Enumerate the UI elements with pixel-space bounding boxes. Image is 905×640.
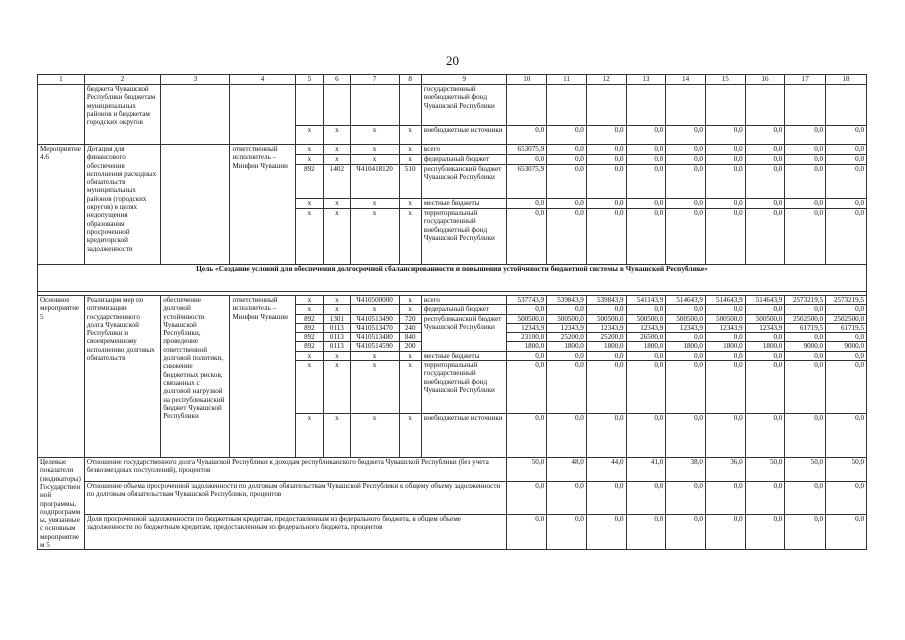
value-cell: 0,0 — [547, 514, 587, 550]
value-cell: 0,0 — [785, 199, 826, 209]
empty-cell — [666, 85, 706, 126]
code-target-cell: Ч410513480 — [350, 333, 399, 342]
header-cell: 17 — [785, 75, 826, 85]
code-type-cell: 720 — [399, 314, 421, 323]
header-cell: 2 — [84, 75, 160, 85]
value-cell: 500500,0 — [745, 314, 785, 323]
header-cell: 6 — [324, 75, 350, 85]
value-cell: 541143,9 — [626, 296, 666, 305]
header-cell: 12 — [586, 75, 626, 85]
main-measure-5-row — [38, 296, 867, 305]
value-cell: 0,0 — [586, 126, 626, 145]
value-cell: 0,0 — [507, 481, 547, 514]
code-target-cell: x — [350, 361, 399, 414]
value-cell: 50,0 — [507, 458, 547, 482]
code-section-cell: 0113 — [324, 333, 350, 342]
header-cell: 18 — [826, 75, 867, 85]
header-cell: 9 — [421, 75, 507, 85]
code-target-cell: Ч410418120 — [350, 165, 399, 199]
value-cell: 0,0 — [785, 481, 826, 514]
value-cell: 0,0 — [705, 361, 745, 414]
source-cell: внебюджетные источники — [421, 126, 507, 145]
value-cell: 0,0 — [547, 305, 587, 314]
value-cell: 0,0 — [785, 165, 826, 199]
value-cell: 500500,0 — [626, 314, 666, 323]
value-cell: 0,0 — [826, 155, 867, 165]
value-cell: 0,0 — [666, 361, 706, 414]
code-type-cell: x — [399, 209, 421, 265]
code-type-cell: x — [399, 155, 421, 165]
value-cell: 0,0 — [666, 155, 706, 165]
source-cell: федеральный бюджет — [421, 305, 507, 314]
value-cell: 0,0 — [547, 481, 587, 514]
value-cell: 0,0 — [507, 351, 547, 360]
page-number: 20 — [446, 53, 459, 68]
header-row — [38, 75, 867, 85]
source-cell: всего — [421, 296, 507, 305]
value-cell: 0,0 — [705, 165, 745, 199]
header-cell: 10 — [507, 75, 547, 85]
value-cell: 0,0 — [785, 145, 826, 155]
value-cell: 0,0 — [826, 351, 867, 360]
target-indicator-row — [38, 458, 867, 482]
value-cell: 0,0 — [826, 145, 867, 155]
value-cell: 0,0 — [586, 145, 626, 155]
header-cell: 1 — [38, 75, 85, 85]
value-cell: 0,0 — [547, 414, 587, 458]
value-cell: 0,0 — [745, 414, 785, 458]
value-cell: 0,0 — [826, 514, 867, 550]
empty-cell — [586, 85, 626, 126]
value-cell: 0,0 — [705, 209, 745, 265]
empty-cell — [161, 145, 230, 265]
header-cell: 3 — [161, 75, 230, 85]
value-cell: 0,0 — [626, 209, 666, 265]
code-gov-cell: 892 — [295, 314, 324, 323]
value-cell: 0,0 — [626, 481, 666, 514]
code-target-cell: x — [350, 209, 399, 265]
code-type-cell: 200 — [399, 342, 421, 351]
header-cell: 11 — [547, 75, 587, 85]
value-cell: 50,0 — [826, 458, 867, 482]
empty-cell — [38, 85, 85, 145]
value-cell: 0,0 — [547, 351, 587, 360]
code-type-cell: x — [399, 361, 421, 414]
value-cell: 0,0 — [547, 199, 587, 209]
program-table — [37, 74, 867, 550]
value-cell: 0,0 — [785, 305, 826, 314]
value-cell: 0,0 — [586, 155, 626, 165]
value-cell: 2573219,5 — [826, 296, 867, 305]
value-cell: 0,0 — [745, 514, 785, 550]
value-cell: 50,0 — [785, 458, 826, 482]
empty-cell — [785, 85, 826, 126]
value-cell: 0,0 — [745, 305, 785, 314]
value-cell: 0,0 — [547, 361, 587, 414]
value-cell: 23100,0 — [507, 333, 547, 342]
header-cell: 13 — [626, 75, 666, 85]
value-cell: 44,0 — [586, 458, 626, 482]
value-cell: 12343,9 — [507, 323, 547, 332]
header-cell: 8 — [399, 75, 421, 85]
code-target-cell: Ч410514590 — [350, 342, 399, 351]
value-cell: 9000,0 — [785, 342, 826, 351]
value-cell: 0,0 — [705, 481, 745, 514]
value-cell: 1800,0 — [705, 342, 745, 351]
value-cell: 12343,9 — [586, 323, 626, 332]
value-cell: 1800,0 — [745, 342, 785, 351]
value-cell: 0,0 — [785, 126, 826, 145]
value-cell: 0,0 — [785, 155, 826, 165]
indicator-text-cell: Отношение объема просроченной задолженности по долговым обязательствам Чувашской Республики к общему объему задолженности по долговым обязательствам Чувашской Республики, процентов — [84, 481, 507, 514]
value-cell: 0,0 — [507, 361, 547, 414]
code-type-cell: 510 — [399, 165, 421, 199]
value-cell: 0,0 — [745, 481, 785, 514]
main-measure-label-cell: Основное мероприятие 5 — [38, 296, 85, 458]
value-cell: 0,0 — [785, 514, 826, 550]
code-section-cell: x — [324, 414, 350, 458]
code-gov-cell: x — [295, 199, 324, 209]
goal-row — [38, 265, 867, 292]
indicator-text-cell: Доля просроченной задолженности по бюджетным кредитам, предоставленным из федерального бюджета, в общем объеме задолженности по бюджетным кредитам, предоставленным из федерального бюджета, процентов — [84, 514, 507, 550]
value-cell: 539843,9 — [586, 296, 626, 305]
value-cell: 500500,0 — [705, 314, 745, 323]
code-type-cell: x — [399, 145, 421, 155]
value-cell: 0,0 — [586, 514, 626, 550]
continued-name-cell: бюджета Чувашской Республики бюджетам муниципальных районов и бюджетам городских округов — [84, 85, 160, 145]
value-cell: 0,0 — [826, 333, 867, 342]
value-cell: 1800,0 — [586, 342, 626, 351]
value-cell: 0,0 — [586, 481, 626, 514]
value-cell: 1800,0 — [626, 342, 666, 351]
value-cell: 0,0 — [745, 209, 785, 265]
value-cell: 12343,9 — [666, 323, 706, 332]
value-cell: 653075,9 — [507, 145, 547, 155]
value-cell: 0,0 — [666, 145, 706, 155]
value-cell: 0,0 — [826, 199, 867, 209]
value-cell: 0,0 — [666, 305, 706, 314]
code-section-cell: x — [324, 305, 350, 314]
value-cell: 0,0 — [626, 414, 666, 458]
code-type-cell: x — [399, 351, 421, 360]
value-cell: 0,0 — [826, 481, 867, 514]
value-cell: 48,0 — [547, 458, 587, 482]
value-cell: 0,0 — [745, 333, 785, 342]
code-section-cell: 0113 — [324, 323, 350, 332]
expected-result-cell: обеспечение долговой устойчивости Чувашской Республики, проведение ответственной долговой политики, снижение бюджетных рисков, связанных с долговой нагрузкой на республиканский бюджет Чувашской Республики — [161, 296, 230, 458]
code-gov-cell: x — [295, 351, 324, 360]
value-cell: 0,0 — [626, 305, 666, 314]
value-cell: 0,0 — [507, 155, 547, 165]
empty-cell — [324, 85, 350, 126]
value-cell: 0,0 — [826, 165, 867, 199]
value-cell: 25200,0 — [586, 333, 626, 342]
source-cell: внебюджетные источники — [421, 414, 507, 458]
value-cell: 0,0 — [586, 199, 626, 209]
code-gov-cell: 892 — [295, 323, 324, 332]
value-cell: 1800,0 — [547, 342, 587, 351]
empty-cell — [507, 85, 547, 126]
code-target-cell: x — [350, 351, 399, 360]
value-cell: 9000,0 — [826, 342, 867, 351]
value-cell: 0,0 — [507, 514, 547, 550]
header-cell: 14 — [666, 75, 706, 85]
value-cell: 0,0 — [785, 361, 826, 414]
code-target-cell: Ч410513470 — [350, 323, 399, 332]
code-gov-cell: x — [295, 305, 324, 314]
value-cell: 0,0 — [705, 126, 745, 145]
value-cell: 0,0 — [626, 145, 666, 155]
value-cell: 0,0 — [547, 126, 587, 145]
code-cell: x — [399, 126, 421, 145]
indicator-text-cell: Отношение государственного долга Чувашской Республики к доходам республиканского бюджета Чувашской Республики (без учета безвозмездных поступлений), процентов — [84, 458, 507, 482]
value-cell: 26500,0 — [626, 333, 666, 342]
value-cell: 0,0 — [745, 126, 785, 145]
value-cell: 0,0 — [745, 165, 785, 199]
value-cell: 0,0 — [626, 361, 666, 414]
value-cell: 0,0 — [507, 209, 547, 265]
value-cell: 0,0 — [547, 145, 587, 155]
value-cell: 0,0 — [586, 305, 626, 314]
empty-cell — [745, 85, 785, 126]
value-cell: 0,0 — [586, 209, 626, 265]
value-cell: 0,0 — [745, 145, 785, 155]
value-cell: 0,0 — [785, 333, 826, 342]
empty-cell — [547, 85, 587, 126]
code-gov-cell: 892 — [295, 333, 324, 342]
value-cell: 0,0 — [745, 199, 785, 209]
value-cell: 0,0 — [826, 126, 867, 145]
source-cell: федеральный бюджет — [421, 155, 507, 165]
code-section-cell: 1402 — [324, 165, 350, 199]
code-target-cell: Ч410513490 — [350, 314, 399, 323]
executor-cell: ответственный исполнитель – Минфин Чувашии — [230, 296, 295, 458]
code-cell: x — [324, 126, 350, 145]
value-cell: 61719,5 — [785, 323, 826, 332]
code-cell: x — [295, 126, 324, 145]
value-cell: 0,0 — [745, 361, 785, 414]
value-cell: 500500,0 — [507, 314, 547, 323]
empty-cell — [295, 85, 324, 126]
value-cell: 0,0 — [785, 351, 826, 360]
value-cell: 514643,9 — [705, 296, 745, 305]
value-cell: 0,0 — [705, 351, 745, 360]
value-cell: 0,0 — [626, 155, 666, 165]
value-cell: 2502500,0 — [785, 314, 826, 323]
code-section-cell: x — [324, 296, 350, 305]
empty-cell — [826, 85, 867, 126]
continuation-row — [38, 85, 867, 126]
code-type-cell: x — [399, 305, 421, 314]
code-gov-cell: x — [295, 209, 324, 265]
table-body — [38, 75, 867, 550]
value-cell: 2502500,0 — [826, 314, 867, 323]
value-cell: 653075,9 — [507, 165, 547, 199]
value-cell: 500500,0 — [666, 314, 706, 323]
value-cell: 12343,9 — [705, 323, 745, 332]
value-cell: 0,0 — [666, 333, 706, 342]
code-gov-cell: 892 — [295, 165, 324, 199]
value-cell: 0,0 — [705, 155, 745, 165]
code-section-cell: 1301 — [324, 314, 350, 323]
code-gov-cell: x — [295, 155, 324, 165]
value-cell: 61719,5 — [826, 323, 867, 332]
header-cell: 16 — [745, 75, 785, 85]
value-cell: 41,0 — [626, 458, 666, 482]
source-cell: территориальный государственный внебюджетный фонд Чувашской Республики — [421, 209, 507, 265]
code-section-cell: 0113 — [324, 342, 350, 351]
code-gov-cell: x — [295, 361, 324, 414]
code-target-cell: x — [350, 199, 399, 209]
value-cell: 0,0 — [507, 414, 547, 458]
code-target-cell: x — [350, 155, 399, 165]
value-cell: 0,0 — [586, 351, 626, 360]
value-cell: 38,0 — [666, 458, 706, 482]
value-cell: 0,0 — [626, 165, 666, 199]
executor-cell: ответственный исполнитель – Минфин Чувашии — [230, 145, 295, 265]
empty-cell — [230, 85, 295, 145]
value-cell: 0,0 — [745, 351, 785, 360]
value-cell: 0,0 — [826, 209, 867, 265]
header-cell: 5 — [295, 75, 324, 85]
value-cell: 0,0 — [705, 145, 745, 155]
empty-cell — [161, 85, 230, 145]
value-cell: 12343,9 — [745, 323, 785, 332]
value-cell: 0,0 — [547, 209, 587, 265]
value-cell: 0,0 — [666, 165, 706, 199]
value-cell: 500500,0 — [586, 314, 626, 323]
value-cell: 0,0 — [666, 199, 706, 209]
value-cell: 0,0 — [626, 126, 666, 145]
source-cell: республиканский бюджет Чувашской Республики — [421, 314, 507, 351]
value-cell: 0,0 — [705, 305, 745, 314]
source-cell: местные бюджеты — [421, 199, 507, 209]
measure-label-cell: Мероприятие 4.6 — [38, 145, 85, 265]
code-gov-cell: x — [295, 145, 324, 155]
value-cell: 0,0 — [666, 481, 706, 514]
value-cell: 25200,0 — [547, 333, 587, 342]
code-section-cell: x — [324, 155, 350, 165]
value-cell: 0,0 — [666, 126, 706, 145]
value-cell: 12343,9 — [547, 323, 587, 332]
code-gov-cell: x — [295, 296, 324, 305]
code-section-cell: x — [324, 145, 350, 155]
code-type-cell: x — [399, 414, 421, 458]
value-cell: 0,0 — [507, 199, 547, 209]
measure-name-cell: Дотация для финансового обеспечения исполнения расходных обязательств муниципальных районов (городских округов) в целях недопущения образования просроченной кредиторской задолженности — [84, 145, 160, 265]
value-cell: 0,0 — [586, 361, 626, 414]
value-cell: 0,0 — [666, 351, 706, 360]
value-cell: 0,0 — [666, 209, 706, 265]
value-cell: 514643,9 — [745, 296, 785, 305]
value-cell: 1800,0 — [666, 342, 706, 351]
code-section-cell: x — [324, 209, 350, 265]
value-cell: 537743,9 — [507, 296, 547, 305]
value-cell: 0,0 — [666, 514, 706, 550]
code-type-cell: x — [399, 199, 421, 209]
value-cell: 12343,9 — [626, 323, 666, 332]
code-type-cell: 240 — [399, 323, 421, 332]
value-cell: 0,0 — [507, 126, 547, 145]
code-target-cell: x — [350, 305, 399, 314]
value-cell: 0,0 — [705, 199, 745, 209]
source-cell: местные бюджеты — [421, 351, 507, 360]
code-type-cell: 840 — [399, 333, 421, 342]
value-cell: 2573219,5 — [785, 296, 826, 305]
source-cell: территориальный государственный внебюджетный фонд Чувашской Республики — [421, 361, 507, 414]
code-target-cell: x — [350, 145, 399, 155]
value-cell: 0,0 — [826, 305, 867, 314]
source-cell: всего — [421, 145, 507, 155]
value-cell: 539843,9 — [547, 296, 587, 305]
value-cell: 36,0 — [705, 458, 745, 482]
value-cell: 0,0 — [785, 414, 826, 458]
value-cell: 0,0 — [586, 165, 626, 199]
value-cell: 0,0 — [547, 155, 587, 165]
value-cell: 0,0 — [705, 514, 745, 550]
value-cell: 0,0 — [626, 199, 666, 209]
value-cell: 0,0 — [547, 165, 587, 199]
value-cell: 0,0 — [586, 414, 626, 458]
value-cell: 0,0 — [705, 333, 745, 342]
value-cell: 1800,0 — [507, 342, 547, 351]
target-indicator-row — [38, 514, 867, 550]
value-cell: 500500,0 — [547, 314, 587, 323]
value-cell: 0,0 — [826, 361, 867, 414]
empty-cell — [626, 85, 666, 126]
header-cell: 7 — [350, 75, 399, 85]
targets-label-cell: Целевые показатели (индикаторы) Государственной программы, подпрограммы, увязанные с основным мероприятием 5 — [38, 458, 85, 550]
header-cell: 15 — [705, 75, 745, 85]
target-indicator-row — [38, 481, 867, 514]
value-cell: 0,0 — [705, 414, 745, 458]
value-cell: 0,0 — [626, 351, 666, 360]
code-section-cell: x — [324, 199, 350, 209]
value-cell: 0,0 — [626, 514, 666, 550]
empty-cell — [399, 85, 421, 126]
source-cell: республиканский бюджет Чувашской Республики — [421, 165, 507, 199]
value-cell: 514643,9 — [666, 296, 706, 305]
code-gov-cell: 892 — [295, 342, 324, 351]
empty-cell — [705, 85, 745, 126]
value-cell: 0,0 — [507, 305, 547, 314]
code-gov-cell: x — [295, 414, 324, 458]
goal-heading: Цель «Создание условий для обеспечения долгосрочной сбалансированности и повышения устойчивости бюджетной системы в Чувашской Республике» — [38, 265, 867, 292]
source-cell: государственный внебюджетный фонд Чувашской Республики — [421, 85, 507, 126]
main-measure-name-cell: Реализация мер по оптимизации государственного долга Чувашской Республики и своевременному исполнению долговых обязательств — [84, 296, 160, 458]
empty-cell — [350, 85, 399, 126]
code-section-cell: x — [324, 361, 350, 414]
header-cell: 4 — [230, 75, 295, 85]
code-target-cell: x — [350, 414, 399, 458]
code-cell: x — [350, 126, 399, 145]
code-section-cell: x — [324, 351, 350, 360]
code-type-cell: x — [399, 296, 421, 305]
value-cell: 0,0 — [826, 414, 867, 458]
value-cell: 0,0 — [785, 209, 826, 265]
code-target-cell: Ч410500000 — [350, 296, 399, 305]
value-cell: 0,0 — [666, 414, 706, 458]
value-cell: 50,0 — [745, 458, 785, 482]
measure-4-6-row — [38, 145, 867, 155]
value-cell: 0,0 — [745, 155, 785, 165]
